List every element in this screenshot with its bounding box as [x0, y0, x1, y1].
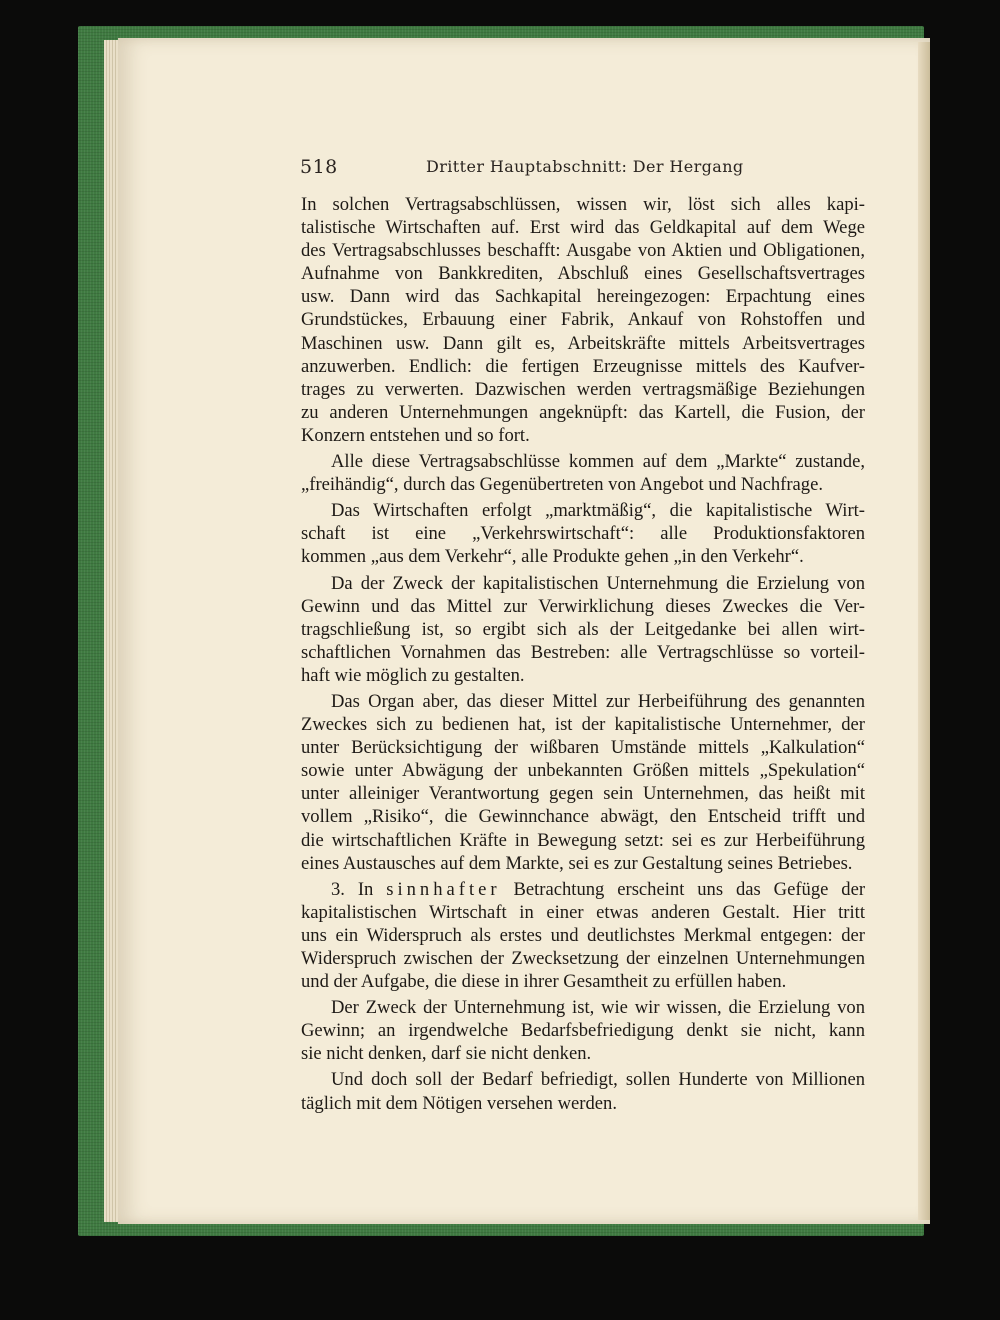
text-line: schaft ist eine „Verkehrswirtschaft“: alle Produktionsfaktoren: [301, 523, 865, 545]
paragraph: [301, 499, 865, 568]
text-line: Der Zweck der Unternehmung ist, wie wir wissen, die Erzielung von: [331, 997, 865, 1019]
text-line: und der Aufgabe, die diese in ihrer Gesamtheit zu erfüllen haben.: [301, 971, 787, 993]
text-line: zu anderen Unternehmungen angeknüpft: das Kartell, die Fusion, der: [301, 401, 865, 423]
text-line: haft wie möglich zu gestalten.: [301, 664, 525, 686]
running-head: [300, 156, 866, 184]
text-line: täglich mit dem Nötigen versehen werden.: [301, 1092, 617, 1114]
text-line: unter alleiniger Verantwortung gegen sein Unternehmen, das heißt mit: [301, 783, 865, 805]
section-number-text: 3. In: [331, 878, 387, 900]
text-line: Gewinn und das Mittel zur Verwirklichung dieses Zweckes die Ver-: [301, 595, 865, 617]
text-line: Das Organ aber, das dieser Mittel zur Herbeiführung des genannten: [331, 690, 865, 712]
text-line: die wirtschaftlichen Kräfte in Bewegung setzt: sei es zur Herbeiführung: [301, 829, 865, 851]
page-number: 518: [300, 156, 338, 178]
paragraph: [301, 572, 865, 687]
text-line: eines Austausches auf dem Markte, sei es zur Gestaltung seines Betriebes.: [301, 852, 853, 874]
text-line: schaftlichen Vornahmen das Bestreben: alle Vertragschlüsse so vorteil-: [301, 641, 865, 663]
text-fragment: Betrachtung erscheint uns das Gefüge der: [500, 878, 865, 900]
text-line: talistische Wirtschaften auf. Erst wird das Geldkapital auf dem Wege: [301, 217, 865, 239]
text-line: usw. Dann wird das Sachkapital hereingezogen: Erpachtung eines: [301, 286, 865, 308]
text-line: vollem „Risiko“, die Gewinnchance abwägt, den Entscheid trifft und: [301, 806, 865, 828]
paragraph: [301, 690, 865, 875]
text-line: Maschinen usw. Dann gilt es, Arbeitskräfte mittels Arbeitsvertrages: [301, 332, 865, 354]
spaced-emphasis: sinnhafter: [386, 878, 501, 900]
paragraph: [301, 450, 865, 496]
text-line: des Vertragsabschlusses beschafft: Ausgabe von Aktien und Obligationen,: [301, 240, 865, 262]
text-line: „freihändig“, durch das Gegenübertreten von Angebot und Nachfrage.: [301, 474, 823, 496]
text-line: Widerspruch zwischen der Zwecksetzung der einzelnen Unternehmungen: [301, 948, 865, 969]
paragraph: [301, 1068, 865, 1114]
text-line: Das Wirtschaften erfolgt „marktmäßig“, die kapitalistische Wirt-: [331, 500, 865, 522]
text-line: unter Berücksichtigung der wißbaren Umstände mittels „Kalkulation“: [301, 737, 865, 759]
page-right-edge: [918, 42, 930, 1220]
paragraph: [301, 193, 865, 447]
text-line: Aufnahme von Bankkrediten, Abschluß eines Gesellschaftsvertrages: [301, 263, 865, 285]
text-line: Da der Zweck der kapitalistischen Unternehmung die Erzielung von: [331, 572, 865, 594]
text-line: In solchen Vertragsabschlüssen, wissen wir, löst sich alles kapi-: [301, 194, 865, 215]
text-line: anzuwerben. Endlich: die fertigen Erzeugnisse mittels des Kaufver-: [301, 355, 865, 377]
body-text: [301, 193, 865, 1115]
paragraph: [301, 996, 865, 1065]
text-line: Konzern entstehen und so fort.: [301, 424, 530, 446]
text-line: Alle diese Vertragsabschlüsse kommen auf dem „Markte“ zustande,: [331, 451, 865, 473]
chapter-title: Dritter Hauptabschnitt: Der Hergang: [426, 157, 744, 176]
paragraph: [301, 878, 865, 993]
text-line: Grundstückes, Erbauung einer Fabrik, Ankauf von Rohstoffen und: [301, 309, 865, 331]
text-line: tragschließung ist, so ergibt sich als der Leitgedanke bei allen wirt-: [301, 618, 865, 640]
text-line: kapitalistischen Wirtschaft in einer etwas anderen Gestalt. Hier tritt: [301, 901, 865, 923]
text-line: Zweckes sich zu bedienen hat, ist der kapitalistische Unternehmer, der: [301, 714, 865, 736]
text-line: [301, 878, 865, 901]
text-line: trages zu verwerten. Dazwischen werden vertragsmäßige Beziehungen: [301, 378, 865, 400]
text-line: Und doch soll der Bedarf befriedigt, sollen Hunderte von Millionen: [331, 1069, 865, 1091]
text-line: uns ein Widerspruch als erstes und deutlichstes Merkmal entgegen: der: [301, 924, 865, 946]
text-line: Gewinn; an irgendwelche Bedarfsbefriedigung denkt sie nicht, kann: [301, 1020, 865, 1042]
text-line: sie nicht denken, darf sie nicht denken.: [301, 1043, 592, 1065]
text-line: sowie unter Abwägung der unbekannten Größen mittels „Spekulation“: [301, 760, 865, 782]
text-line: kommen „aus dem Verkehr“, alle Produkte gehen „in den Verkehr“.: [301, 546, 804, 568]
